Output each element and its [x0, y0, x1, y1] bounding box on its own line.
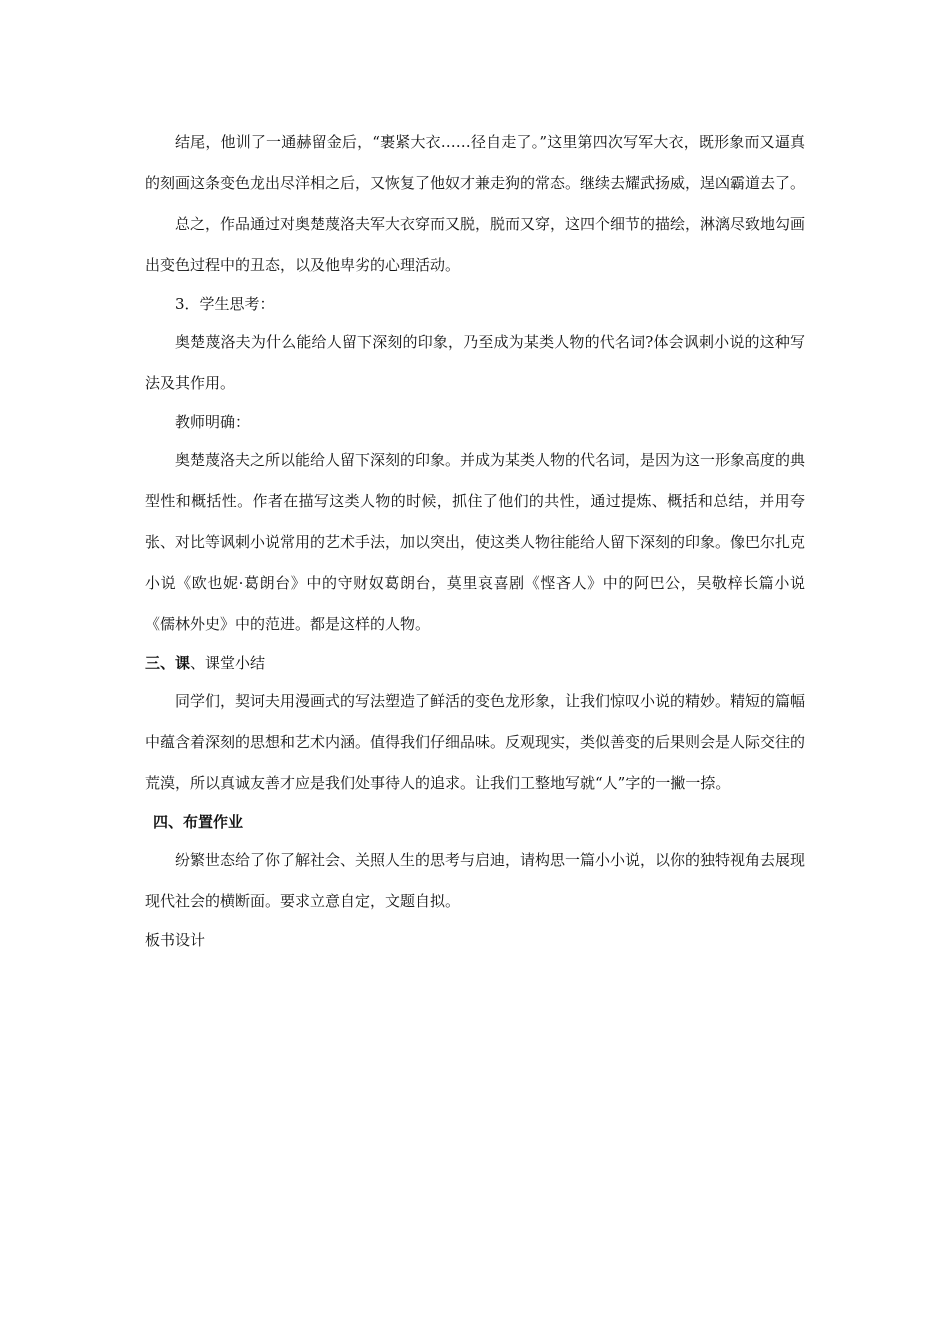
section-heading-summary-rest: 、课堂小结 — [190, 654, 266, 672]
teacher-clarify-label: 教师明确： — [175, 413, 251, 431]
student-thinking-label: 3．学生思考： — [175, 295, 275, 313]
paragraph-class-summary: 同学们，契诃夫用漫画式的写法塑造了鲜活的变色龙形象，让我们惊叹小说的精妙。精短的篇幅中蕴含着深刻的思想和艺术内涵。值得我们仔细品味。反观现实，类似善变的后果则会是人际交往的荒漠，所以真诚友善才应是我们处事待人的追求。让我们工整地写就“人”字的一撇一捺。 — [145, 692, 806, 792]
paragraph-student-question: 奥楚蔑洛夫为什么能给人留下深刻的印象，乃至成为某类人物的代名词?体会讽刺小说的这种写法及其作用。 — [145, 333, 805, 392]
blackboard-design-label: 板书设计 — [145, 931, 206, 949]
paragraph-ending-greatcoat: 结尾，他训了一通赫留金后，“裹紧大衣……径自走了。”这里第四次写军大衣，既形象而又逼真的刻画这条变色龙出尽洋相之后，又恢复了他奴才兼走狗的常态。继续去耀武扬威，逞凶霸道去了。 — [145, 133, 806, 192]
paragraph-homework: 纷繁世态给了你了解社会、关照人生的思考与启迪，请构思一篇小小说，以你的独特视角去展现现代社会的横断面。要求立意自定，文题自拟。 — [145, 851, 806, 910]
document-body — [145, 122, 805, 958]
section-heading-summary-bold: 三、课 — [145, 654, 191, 672]
paragraph-summary: 总之，作品通过对奥楚蔑洛夫军大衣穿而又脱，脱而又穿，这四个细节的描绘，淋漓尽致地勾画出变色过程中的丑态，以及他卑劣的心理活动。 — [145, 215, 806, 274]
section-heading-homework: 四、布置作业 — [153, 813, 244, 831]
paragraph-teacher-answer: 奥楚蔑洛夫之所以能给人留下深刻的印象。并成为某类人物的代名词，是因为这一形象高度的典型性和概括性。作者在描写这类人物的时候，抓住了他们的共性，通过提炼、概括和总结，并用夸张、对比等讽刺小说常用的艺术手法，加以突出，使这类人物往能给人留下深刻的印象。像巴尔扎克小说《欧也妮·葛朗台》中的守财奴葛朗台，莫里哀喜剧《悭吝人》中的阿巴公，吴敬梓长篇小说《儒林外史》中的范进。都是这样的人物。 — [145, 451, 806, 633]
section-heading-summary — [145, 645, 805, 681]
